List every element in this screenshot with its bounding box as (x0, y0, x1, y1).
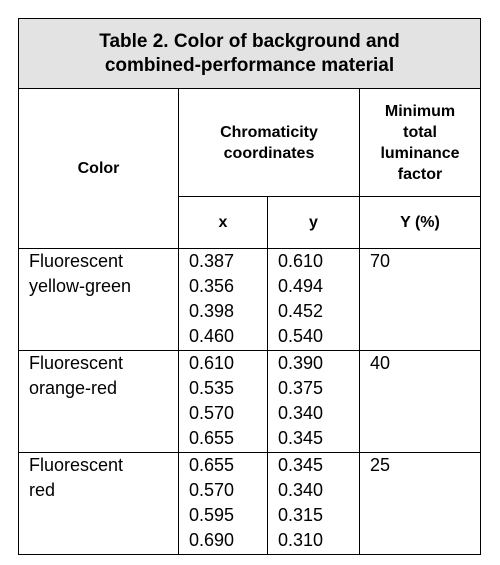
y-percent-subheader: Y (%) (360, 197, 481, 249)
y-values-cell: 0.610 0.494 0.452 0.540 (268, 249, 360, 351)
x-values-cell: 0.610 0.535 0.570 0.655 (179, 351, 268, 453)
color-name-cell: Fluorescent orange-red (19, 351, 179, 453)
luminance-value-cell: 25 (360, 453, 481, 555)
color-name-cell: Fluorescent yellow-green (19, 249, 179, 351)
y-values-cell: 0.390 0.375 0.340 0.345 (268, 351, 360, 453)
table-title (19, 19, 481, 89)
color-name-cell: Fluorescent red (19, 453, 179, 555)
table-row (19, 249, 481, 351)
x-subheader: x (179, 197, 268, 249)
table-row (19, 453, 481, 555)
luminance-value-cell: 40 (360, 351, 481, 453)
x-values-cell: 0.387 0.356 0.398 0.460 (179, 249, 268, 351)
y-subheader: y (268, 197, 360, 249)
table-title-line-2: combined-performance material (104, 54, 395, 76)
chromaticity-header: Chromaticity coordinates (179, 89, 360, 197)
luminance-value-cell: 70 (360, 249, 481, 351)
x-values-cell: 0.655 0.570 0.595 0.690 (179, 453, 268, 555)
color-specification-table (18, 18, 481, 555)
y-values-cell: 0.345 0.340 0.315 0.310 (268, 453, 360, 555)
color-column-header: Color (19, 89, 179, 249)
table-title-line-1: Table 2. Color of background and (99, 30, 400, 52)
minimum-luminance-header: Minimum total luminance factor (360, 89, 481, 197)
table-row (19, 351, 481, 453)
